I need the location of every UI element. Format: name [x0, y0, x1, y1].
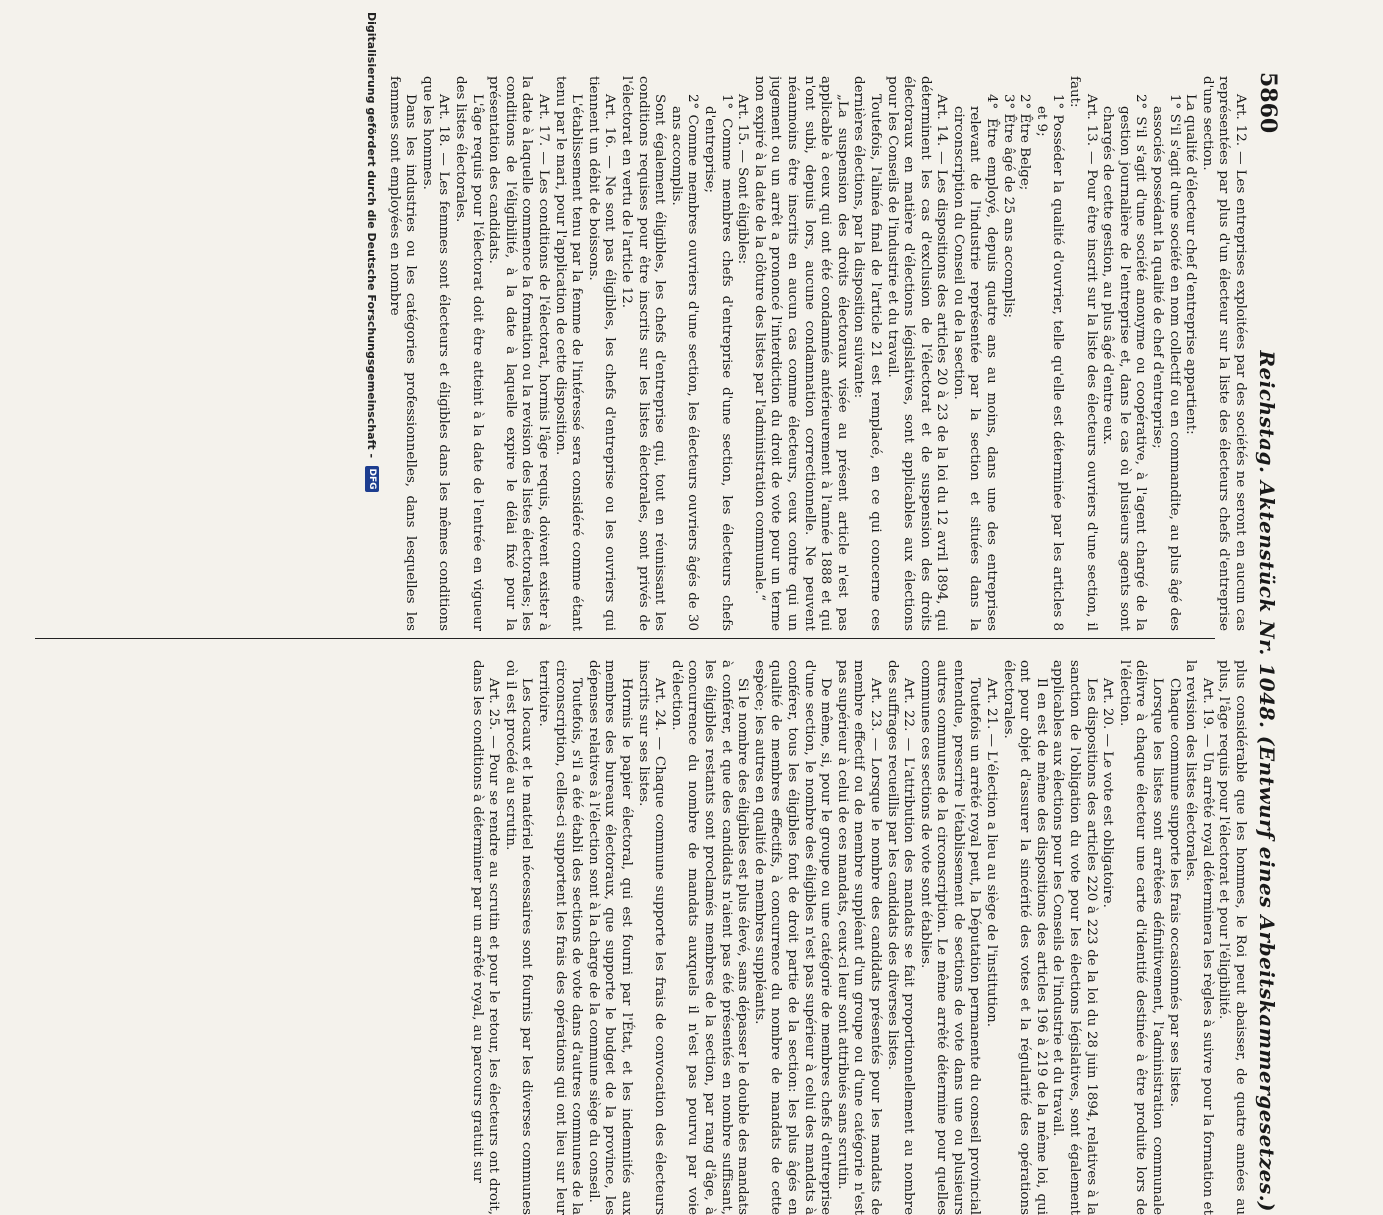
paragraph: 2° S'il s'agit d'une société anonyme ou coopérative, à l'agent chargé de la gestion journalière de l'entreprise et, dans le cas où plusieurs agents sont chargés de cette gestion, au plus âgé d'entre eux. [1100, 94, 1149, 631]
paragraph: plus considérable que les hommes, le Roi peut abaisser, de quatre années au plus, l'âge requis pour l'électorat et pour l'éligibilité. [1216, 660, 1248, 1215]
paragraph: Art. 16. — Ne sont pas éligibles, les chefs d'entreprise ou les ouvriers qui tiennent un débit de boissons. [585, 76, 618, 631]
paragraph: L'âge requis pour l'électorat doit être atteint à la date de l'entrée en vigueur des listes électorales. [453, 76, 485, 631]
column-divider [35, 638, 1215, 639]
paragraph: 1° Posséder la qualité d'ouvrier, telle qu'elle est déterminée par les articles 8 et 9; [1033, 94, 1066, 631]
paragraph: Toutefois, l'alinéa final de l'article 21 est remplacé, en ce qui concerne ces dernières élections, par la disposition suivante: [851, 76, 883, 631]
paragraph: 1° Comme membres chefs d'entreprise d'une section, les électeurs chefs d'entreprise; [702, 94, 734, 631]
paragraph: „La suspension des droits électoraux visée au présent article n'est pas applicable à ceux qui ont été condamnés antérieurement à l'année 1888 et qui n'ont subi, depuis lors, aucune condamnation correctionnelle. Ne peuvent néanmoins être inscrits en aucun cas comme électeurs, ceux contre qui un jugement ou un arrêt a prononcé l'interdiction du droit de vote pour un terme non expiré à la date de la clôture des listes par l'administration communale.“ [751, 76, 850, 631]
dfg-logo: DFG [365, 466, 379, 492]
paragraph: Toutefois, s'il a été établi des sections de vote dans d'autres communes de la circonscription, celles-ci supportent les frais des opérations qui ont lieu sur leur territoire. [536, 660, 585, 1215]
digitization-credit [361, 12, 383, 992]
credit-text: Digitalisierung gefördert durch die Deutsche Forschungsgemeinschaft - [365, 12, 379, 459]
paragraph: 4° Être employé, depuis quatre ans au moins, dans une des entreprises relevant de l'industrie représentée par la section et situées dans la circonscription du Conseil ou de la section. [950, 94, 1000, 631]
paragraph: 3° Être âgé de 25 ans accomplis; [1000, 94, 1016, 318]
paragraph: De même, si, pour le groupe ou une catégorie de membres chefs d'entreprise d'une section, le nombre des éligibles n'est pas supérieur à celui des mandats à conférer, tous les éligibles font de droit partie de la section: les plus âgés en qualité de membres effectifs, à concurrence du nombre de mandats de cette espèce; les autres en qualité de membres suppléants. [751, 660, 834, 1215]
paragraph: 2° Comme membres ouvriers d'une section, les électeurs ouvriers âgés de 30 ans accomplis. [668, 94, 701, 631]
paragraph: 1° S'il s'agit d'une société en nom collectif ou en commandite, au plus âgé des associés possédant la qualité de chef d'entreprise; [1150, 94, 1182, 631]
paragraph: Sont également éligibles, les chefs d'entreprise qui, tout en réunissant les conditions requises pour être inscrits sur les listes électorales, sont privés de l'électorat en vertu de l'article 12. [619, 76, 668, 631]
paragraph: 2° Être Belge; [1017, 94, 1033, 191]
left-column [33, 76, 1248, 631]
paragraph: Art. 12. — Les entreprises exploitées par des sociétés ne seront en aucun cas représentées par plus d'un électeur sur la liste des électeurs chefs d'entreprise d'une section. [1199, 76, 1248, 631]
paragraph: Toutefois un arrêté royal peut, la Députation permanente du conseil provincial entendue, prescrire l'établissement de sections de vote dans une ou plusieurs autres communes de la circonscription. Le même arrêté détermine pour quelles communes ces sections de vote sont établies. [917, 660, 983, 1215]
paragraph: Hormis le papier électoral, qui est fourni par l'État, et les indemnités aux membres des bureaux électoraux, que supporte le budget de la province, les dépenses relatives à l'élection sont à la charge de la commune siège du conseil. [585, 660, 635, 1215]
paragraph: La qualité d'électeur chef d'entreprise appartient: [1183, 94, 1199, 435]
right-column [33, 660, 1248, 1215]
paragraph: Art. 21. — L'élection a lieu au siège de l'institution. [984, 678, 1000, 1028]
paragraph: Lorsque les listes sont arrêtées définitivement, l'administration communale délivre à chaque électeur une carte d'identité destinée à être produite lors de l'élection. [1116, 660, 1166, 1215]
paragraph: Les dispositions des articles 220 à 223 de la loi du 28 juin 1894, relatives à la sanction de l'obligation du vote pour les élections législatives, sont également applicables aux élections pour les Conseils de l'industrie et du travail. [1050, 660, 1099, 1215]
paragraph: Art. 25. — Pour se rendre au scrutin et pour le retour, les électeurs ont droit, dans les conditions à déterminer par un arrêté royal, au parcours gratuit sur [469, 660, 502, 1215]
paragraph: Art. 19. — Un arrêté royal déterminera les règles à suivre pour la formation et la revision des listes électorales. [1183, 660, 1215, 1215]
paragraph: L'établissement tenu par la femme de l'intéressé sera considéré comme étant tenu par le mari, pour l'application de cette disposition. [552, 76, 585, 631]
paragraph: Art. 22. — L'attribution des mandats se fait proportionnellement au nombre des suffrages recueillis par les candidats des diverses listes. [884, 660, 917, 1215]
paragraph: Art. 18. — Les femmes sont électeurs et éligibles dans les mêmes conditions que les hommes. [419, 76, 452, 631]
paragraph: Art. 23. — Lorsque le nombre des candidats présentés pour les mandats de membre effectif ou de membre suppléant d'un groupe ou d'une catégorie n'est pas supérieur à celui de ces mandats, ceux-ci leur sont attribués sans scrutin. [834, 660, 883, 1215]
paragraph: Art. 13. — Pour être inscrit sur la liste des électeurs ouvriers d'une section, il faut: [1067, 76, 1099, 631]
paragraph: Art. 14. — Les dispositions des articles 20 à 23 de la loi du 12 avril 1894, qui déterminent les cas d'exclusion de l'électorat et de suspension des droits électoraux en matière d'élections législatives, sont applicables aux élections pour les Conseils de l'industrie et du travail. [884, 76, 950, 631]
paragraph: Art. 20. — Le vote est obligatoire. [1100, 678, 1116, 908]
page-number: 5860 [1255, 72, 1281, 134]
paragraph: Dans les industries ou les catégories professionnelles, dans lesquelles les femmes sont employées en nombre [386, 76, 419, 631]
paragraph: Les locaux et le matériel nécessaires sont fournis par les diverses communes où il est procédé au scrutin. [502, 660, 535, 1215]
paragraph: Si le nombre des éligibles est plus élevé, sans dépasser le double des mandats à conférer, et que des candidats n'aient pas été présentés en nombre suffisant, les éligibles restants sont proclamés membres de la section, par rang d'âge, à concurrence du nombre de mandats auxquels il n'est pas pourvu par voie d'élection. [668, 660, 751, 1215]
running-head [1255, 72, 1295, 1212]
header-title: Reichstag. Aktenstück Nr. 1048. (Entwurf eines Arbeitskammergesetzes.) [1255, 350, 1279, 1212]
paragraph: Art. 24. — Chaque commune supporte les frais de convocation des électeurs inscrits sur ses listes. [635, 660, 668, 1215]
paragraph: Art. 17. — Les conditions de l'électorat, hormis l'âge requis, doivent exister à la date à laquelle commence la formation ou la revision des listes électorales; les conditions de l'éligibilité, à la date à laquelle expire le délai fixé pour la présentation des candidats. [486, 76, 552, 631]
paragraph: Chaque commune supporte les frais occasionnés par ses listes. [1166, 678, 1182, 1107]
paragraph: Art. 15. — Sont éligibles: [735, 94, 751, 265]
paragraph: Il en est de même des dispositions des articles 196 à 219 de la même loi, qui ont pour objet d'assurer la sincérité des votes et la régularité des opérations électorales. [1000, 660, 1049, 1215]
